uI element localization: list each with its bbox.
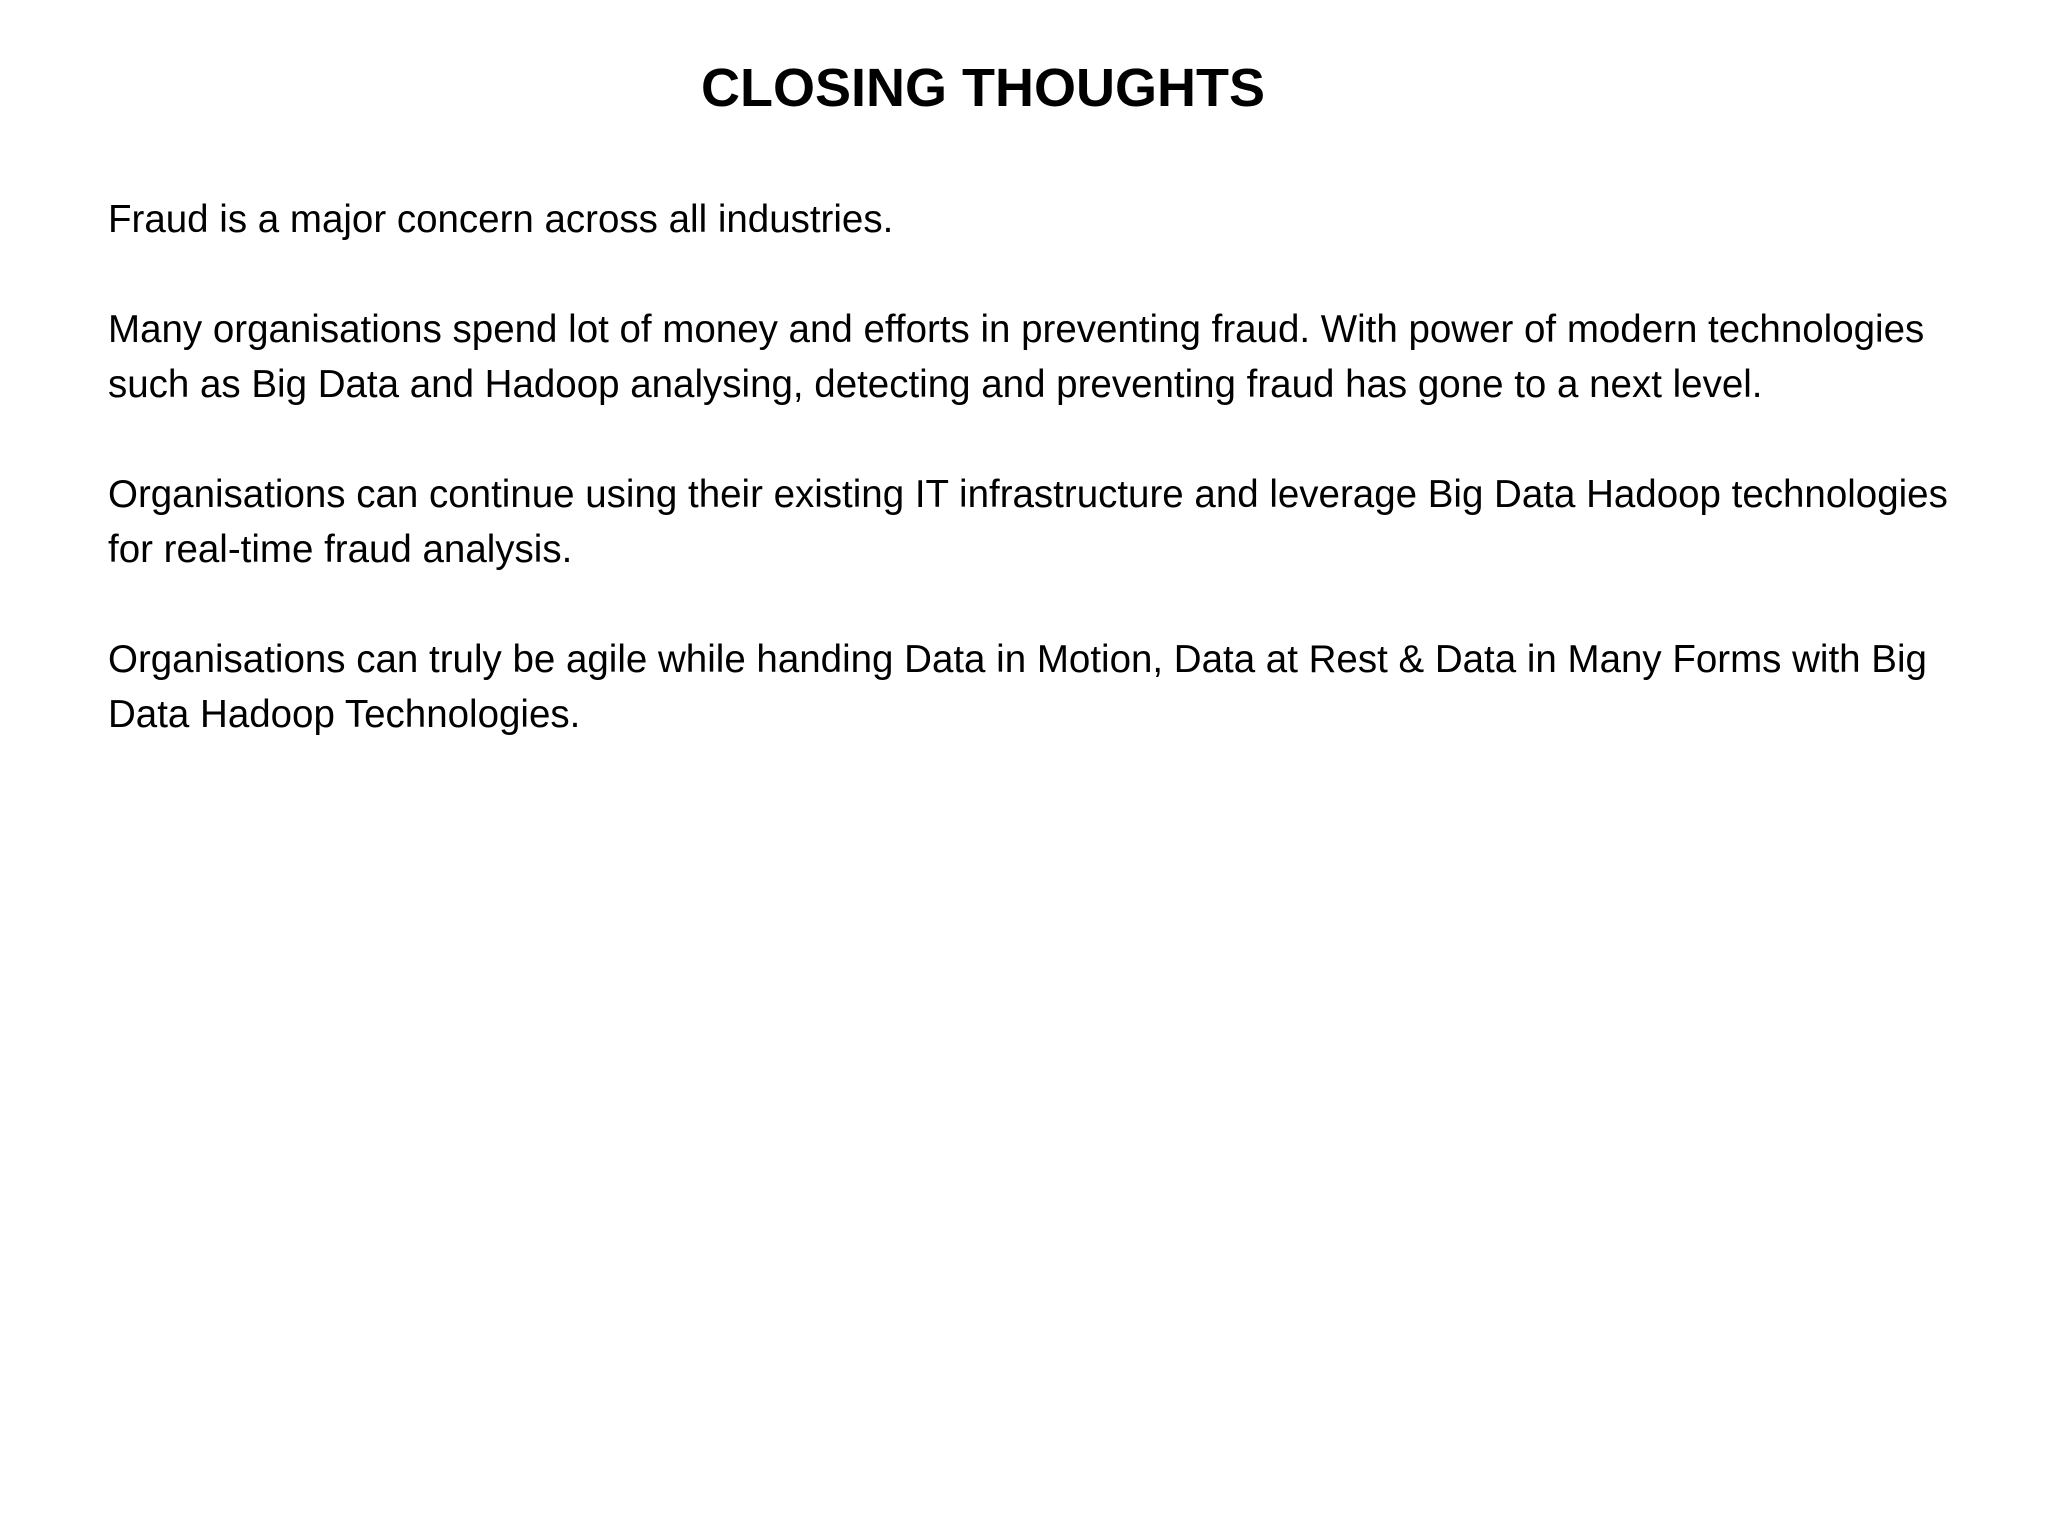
paragraph-existing-infrastructure: Organisations can continue using their existing IT infrastructure and leverage Big Data Hadoop technologies for real-time fraud analysis. [108,473,1948,571]
slide-body [108,192,1968,742]
slide-title: CLOSING THOUGHTS [701,58,1265,118]
paragraph-fraud-concern: Fraud is a major concern across all industries. [108,198,894,241]
paragraph-modern-technologies: Many organisations spend lot of money and efforts in preventing fraud. With power of modern technologies such as Big Data and Hadoop analysing, detecting and preventing fraud has gone to a next level. [108,308,1925,406]
paragraph-agile-data: Organisations can truly be agile while handing Data in Motion, Data at Rest & Data in Many Forms with Big Data Hadoop Technologies. [108,638,1927,736]
